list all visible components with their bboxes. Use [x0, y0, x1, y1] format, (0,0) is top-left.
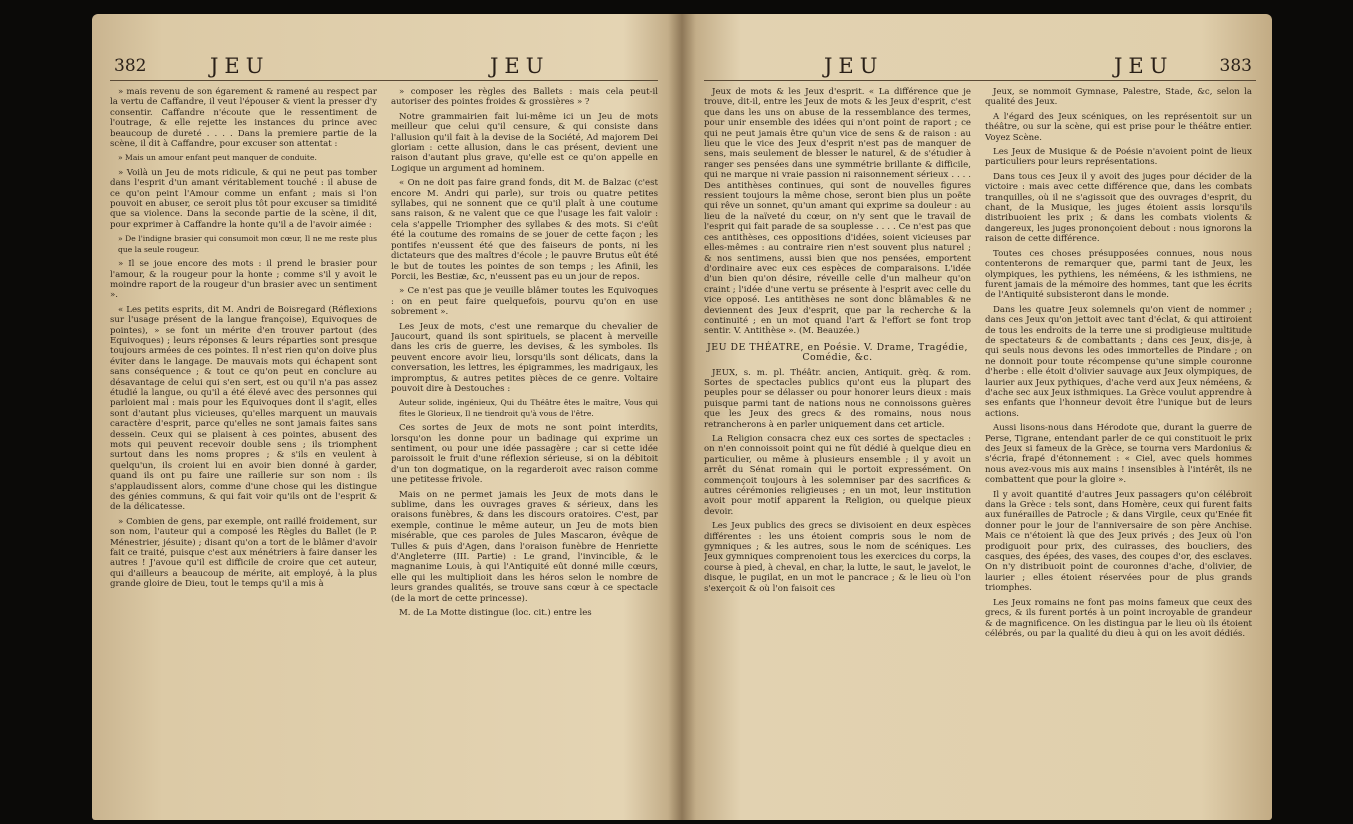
- text-column-1: [704, 87, 971, 807]
- paragraph: Les Jeux publics des grecs se divisoient en deux espèces différentes : les uns étoient compris sous le nom de gymniques ; & les autres, sous le nom de scéniques. Les Jeux gymniques comprenoient tous les exercices du corps, la course à pied, à cheval, en char, la lutte, le saut, le javelot, le disque, le pugilat, en un mot le pancrace ; & le lieu où l'on s'exerçoit & où l'on faisoit ces: [704, 521, 971, 594]
- paragraph: » mais revenu de son égarement & ramené au respect par la vertu de Caffandre, il veut l'épouser & vient la presser d'y consentir. Caffandre n'écoute que le ressentiment de l'outrage, & elle rejette les instances du prince avec beaucoup de dureté . . . . Dans la premiere partie de la scène, il dit à Caffandre, pour excuser son attentat :: [110, 87, 377, 150]
- paragraph: Mais on ne permet jamais les Jeux de mots dans le sublime, dans les ouvrages graves & sérieux, dans les oraisons funèbres, & dans les discours oratoires. C'est, par exemple, continue le même auteur, un Jeu de mots bien misérable, que ces paroles de Jules Mascaron, évêque de Tulles & puis d'Agen, dans l'oraison funèbre de Henriette d'Angleterre (III. Partie) : Le grand, l'invincible, & le magnanime Louis, à qui l'Antiquité eût donné mille cœurs, elle qui les multiplioit dans les héros selon le nombre de leurs grandes qualités, se trouve sans cœur à ce spectacle (de la mort de cette princesse).: [391, 489, 658, 604]
- paragraph: Notre grammairien fait lui-même ici un Jeu de mots meilleur que celui qu'il censure, & qui consiste dans l'allusion qu'il fait à la devise de la Société, Ad majorem Dei gloriam : cette allusion, dans le cas présent, devient une raison d'autant plus grave, qu'elle est ce qu'on appelle en Logique un argument ad hominem.: [391, 111, 658, 174]
- paragraph: « On ne doit pas faire grand fonds, dit M. de Balzac (c'est encore M. Andri qui parle), sur trois ou quatre petites syllabes, qui ne sonnent que ce qu'il plaît à une coutume sans raison, & ne valent que ce que l'usage les fait valoir : cela s'appelle Triompher des syllabes & des mots. Si c'eût été la coutume des romains de se jouer de cette façon ; les pontifes n'eussent été que des faiseurs de ponts, ni les dictateurs que des maîtres d'école ; le pauvre Brutus eût été le but de toutes les pointes de son temps ; les Afinii, les Porcii, les Bestiæ, &c, n'eussent pas eu un jour de repos.: [391, 178, 658, 282]
- text-column-2: [391, 87, 658, 807]
- quote: Auteur solide, ingénieux, Qui du Théâtre êtes le maître, Vous qui fîtes le Glorieux, Il ne tiendroit qu'à vous de l'être.: [399, 398, 658, 418]
- paragraph: » Combien de gens, par exemple, ont raillé froidement, sur son nom, l'auteur qui a composé les Règles du Ballet (le P. Ménestrier, jésuite) ; disant qu'on a tort de le blâmer d'avoir fait ce traité, puisque c'est aux ménétriers à faire danser les autres ! J'avoue qu'il est difficile de croire que cet auteur, qui d'ailleurs a beaucoup de mérite, ait employé, à la plus grande gloire de Dieu, tout le temps qu'il a mis à: [110, 516, 377, 590]
- paragraph: Toutes ces choses présupposées connues, nous nous contenterons de remarquer que, parmi tant de Jeux, les olympiques, les pythiens, les néméens, & les isthmiens, ne furent jamais de la mémoire des hommes, tant que les écrits de l'Antiquité subsisteront dans le monde.: [985, 248, 1252, 301]
- paragraph: La Religion consacra chez eux ces sortes de spectacles : on n'en connoissoit point qui ne fût dédié à quelque dieu en particulier, ou même à plusieurs ensemble ; il y avoit un arrêt du Sénat romain qui le portoit expressément. On commençoit toujours à les solemniser par des sacrifices & autres cérémonies religieuses ; en un mot, leur institution avoit pour motif apparent la Religion, ou quelque pieux devoir.: [704, 434, 971, 517]
- paragraph: A l'égard des Jeux scéniques, on les représentoit sur un théâtre, ou sur la scène, qui est prise pour le théâtre entier. Voyez Scène.: [985, 111, 1252, 143]
- paragraph: Ces sortes de Jeux de mots ne sont point interdits, lorsqu'on les donne pour un badinage qui exprime un sentiment, ou pour une idée passagère ; car si cette idée paroissoit le fruit d'une réflexion sérieuse, si on la débitoit d'un ton dogmatique, on la regarderoit avec raison comme une petitesse frivole.: [391, 423, 658, 486]
- running-head: JEU: [490, 54, 550, 78]
- right-page: [704, 54, 1256, 814]
- left-page-header: [110, 54, 658, 81]
- paragraph: Les Jeux de Musique & de Poésie n'avoient point de lieux particuliers pour leurs représentations.: [985, 147, 1252, 168]
- paragraph: Les Jeux romains ne font pas moins fameux que ceux des grecs, & ils furent portés à un point incroyable de grandeur & de magnificence. On les distingua par le lieu où ils étoient célébrés, ou par la qualité du dieu à qui on les avoit dédiés.: [985, 597, 1252, 639]
- paragraph: Jeux, se nommoit Gymnase, Palestre, Stade, &c, selon la qualité des Jeux.: [985, 87, 1252, 108]
- paragraph: Jeux de mots & les Jeux d'esprit. « La différence que je trouve, dit-il, entre les Jeux de mots & les Jeux d'esprit, c'est que dans les uns on abuse de la ressemblance des termes, pour unir ensemble des idées qui n'ont point de raport ; ce qui ne peut jamais être qu'un vice de sens & de raison : au lieu que le vice des Jeux d'esprit n'est pas de manquer de sens, mais seulement de blesser le naturel, & de s'étudier à ranger ses pensées dans une symmétrie brillante & difficile, qui ne marque ni vraie passion ni raisonnement sérieux . . . . Des antithèses continues, qui sont de nouvelles figures ressient toujours la même chose, seront bien plus un poëte qui rêve un sonnet, qu'un amant qui exprime sa douleur : au lieu de la naïveté du cœur, on n'y sent que le travail de l'esprit qui fait parade de sa souplesse . . . . Ce n'est pas que ces antithèses, ces oppositions d'idées, soient vicieuses par elles-mêmes : au contraire rien n'est souvent plus naturel ; & nos sentimens, aussi bien que nos pensées, emportent d'ordinaire avec eux ces espèces de comparaisons. L'idée d'un bien qu'on désire, réveille celle d'un malheur qu'on craint ; l'idée d'une vertu se présente à l'esprit avec celle du vice opposé. Les antithèses ne sont donc blâmables & ne deviennent des Jeux d'esprit, que par la recherche & la continuité ; en un mot quand l'art & l'effort se font trop sentir. V. Antithèse ». (M. Beauzée.): [704, 87, 971, 337]
- paragraph: Il y avoit quantité d'autres Jeux passagers qu'on célébroit dans la Grèce : tels sont, dans Homère, ceux qui furent faits aux funérailles de Patrocle ; & dans Virgile, ceux qu'Enée fit donner pour le jour de l'anniversaire de son père Anchise. Mais ce n'étoient là que des Jeux privés ; des Jeux où l'on prodiguoit pour prix, des cuirasses, des boucliers, des casques, des épées, des vases, des coupes d'or, des esclaves. On n'y distribuoit point de couronnes d'ache, d'olivier, de laurier ; elles étoient réservées pour de plus grands triomphes.: [985, 489, 1252, 594]
- left-page: [110, 54, 658, 814]
- quote: » De l'indigne brasier qui consumoit mon cœur, Il ne me reste plus que la seule rougeur.: [118, 234, 377, 254]
- page-number: 382: [114, 56, 147, 76]
- paragraph: » Il se joue encore des mots : il prend le brasier pour l'amour, & la rougeur pour la honte ; comme s'il y avoit le moindre raport de la rougeur d'un brasier avec un sentiment ».: [110, 259, 377, 301]
- paragraph: » Ce n'est pas que je veuille blâmer toutes les Equivoques : on en peut faire quelquefois, pourvu qu'on en use sobrement ».: [391, 286, 658, 318]
- paragraph: Dans les quatre Jeux solemnels qu'on vient de nommer ; dans ces Jeux qu'on jettoit avec tant d'éclat, & qui attiroient de tous les endroits de la terre une si prodigieuse multitude de spectateurs & de combattants ; dans ces Jeux, dis-je, à qui seuls nous devons les odes immortelles de Pindare ; on ne donnoit pour toute récompense qu'une simple couronne d'herbe : elle étoit d'olivier sauvage aux Jeux olympiques, de laurier aux Jeux pythiques, d'ache verd aux Jeux néméens, & d'ache sec aux Jeux isthmiques. La Grèce voulut apprendre à ses enfants que l'honneur devoit être l'unique but de leurs actions.: [985, 304, 1252, 419]
- book-spread: [92, 14, 1272, 820]
- paragraph: Aussi lisons-nous dans Hérodote que, durant la guerre de Perse, Tigrane, entendant parler de ce qui constituoit le prix des Jeux si fameux de la Grèce, se tourna vers Mardonius & s'écria, frapé d'étonnement : « Ciel, avec quels hommes nous avez-vous mis aux mains ! insensibles à l'intérêt, ils ne combattent que pour la gloire ».: [985, 423, 1252, 486]
- entry-heading: JEU DE THÉATRE, en Poésie. V. Drame, Tragédie, Comédie, &c.: [707, 341, 968, 364]
- text-column-2: [985, 87, 1252, 807]
- running-head: JEU: [824, 54, 884, 78]
- paragraph: JEUX, s. m. pl. Théâtr. ancien, Antiquit. grèq. & rom. Sortes de spectacles publics qu'ont eus la plupart des peuples pour se délasser ou pour honorer leurs dieux : mais puisque parmi tant de nations nous ne connoissons guères que les Jeux des grecs & des romains, nous nous retrancherons à en parler uniquement dans cet article.: [704, 367, 971, 430]
- paragraph: Dans tous ces Jeux il y avoit des juges pour décider de la victoire : mais avec cette différence que, dans les combats tranquilles, où il ne s'agissoit que des ouvrages d'esprit, du chant, de la Musique, les juges étoient assis lorsqu'ils distribuoient les prix ; & dans les combats violents & dangereux, les juges prononçoient debout : nous ignorons la raison de cette différence.: [985, 171, 1252, 245]
- paragraph: » composer les règles des Ballets : mais cela peut-il autoriser des pointes froides & grossières » ?: [391, 87, 658, 108]
- book-gutter: [668, 14, 696, 820]
- paragraph: M. de La Motte distingue (loc. cit.) entre les: [399, 608, 592, 619]
- paragraph: « Les petits esprits, dit M. Andri de Boisregard (Réflexions sur l'usage présent de la langue françoise), Equivoques de pointes), » se font un mérite d'en trouver partout (des Equivoques) ; leurs réponses & leurs réparties sont presque toujours armées de ces pointes. Il n'est rien qu'on doive plus éviter dans le langage. De mauvais mots qui échapent sont sans conséquence ; & tout ce qu'on peut en conclure au désavantage de celui qui s'en sert, est ou qu'il n'a pas assez étudié la langue, ou qu'il a été élevé avec des personnes qui parloient mal : mais pour les Equivoques dont il s'agit, elles sont d'autant plus vicieuses, qu'elles marquent un mauvais caractère d'esprit, parce qu'elles ne sont jamais faites sans dessein. Ceux qui se plaisent à ces pointes, abusent des mots qui peuvent recevoir double sens ; ils triomphent surtout dans les noms propres ; & s'ils en veulent à quelqu'un, ils croient lui en avoir bien donné à garder, quand ils ont pu faire une raillerie sur son nom : ils s'applaudissent alors, comme d'une chose qui les distingue des génies communs, & qui fait voir qu'ils ont de l'esprit & de la délicatesse.: [110, 304, 377, 513]
- page-number: 383: [1219, 56, 1252, 76]
- quote: » Mais un amour enfant peut manquer de conduite.: [118, 153, 317, 163]
- paragraph: Les Jeux de mots, c'est une remarque du chevalier de Jaucourt, quand ils sont spirituels, se placent à merveille dans les cris de guerre, les devises, & les symboles. Ils peuvent encore avoir lieu, lorsqu'ils sont délicats, dans la conversation, les lettres, les épigrammes, les madrigaux, les impromptus, & autres petites pièces de ce genre. Voltaire pouvoit dire à Destouches :: [391, 321, 658, 394]
- running-head: JEU: [210, 54, 270, 78]
- running-head: JEU: [1114, 54, 1174, 78]
- right-page-header: [704, 54, 1256, 81]
- paragraph: » Voilà un Jeu de mots ridicule, & qui ne peut pas tomber dans l'esprit d'un amant véritablement touché : il abuse de ce qu'on peint l'Amour comme un enfant ; mais si l'on pouvoit en abuser, ce seroit plus tôt pour excuser sa timidité que sa violence. Dans la seconde partie de la scène, il dit, pour exprimer à Caffandre la honte qu'il a de l'avoir aimée :: [110, 167, 377, 230]
- text-column-1: [110, 87, 377, 807]
